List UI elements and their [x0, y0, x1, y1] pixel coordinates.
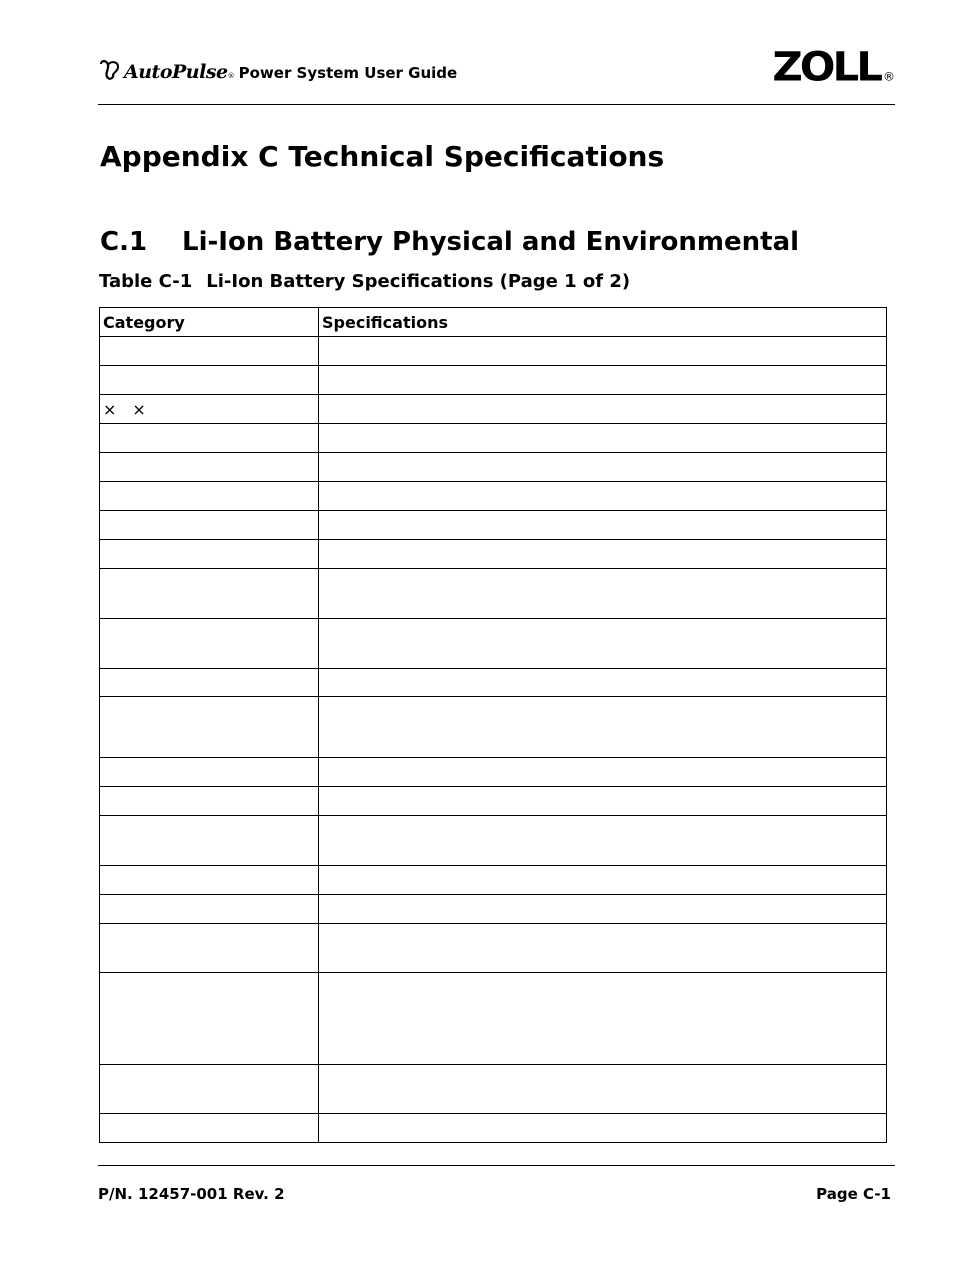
table-row: [100, 895, 887, 924]
table-row: [100, 453, 887, 482]
column-header-category: Category: [100, 308, 319, 337]
guide-title: Power System User Guide: [238, 64, 458, 82]
dimensions-cell: [100, 395, 319, 424]
section-heading: [100, 227, 799, 257]
brand-registered-mark: ®: [227, 72, 235, 80]
table-row: [100, 482, 887, 511]
zoll-logo-text: ZOLL: [772, 43, 880, 90]
table-row: [100, 758, 887, 787]
table-row: [100, 866, 887, 895]
table-title: Li-Ion Battery Specifications (Page 1 of 2): [206, 271, 631, 292]
table-row: [100, 1065, 887, 1114]
header-divider: [98, 104, 895, 105]
table-header-row: [100, 308, 887, 337]
zoll-logo: [772, 43, 895, 90]
table-row: [100, 424, 887, 453]
brand-name: AutoPulse: [124, 61, 228, 83]
zoll-registered-mark: ®: [883, 69, 895, 84]
table-caption: [99, 271, 630, 292]
table-row: [100, 816, 887, 866]
footer-divider: [98, 1165, 895, 1166]
page-number: Page C-1: [816, 1185, 891, 1203]
table-row: [100, 337, 887, 366]
table-row: [100, 569, 887, 619]
table-row: [100, 787, 887, 816]
table-row: [100, 1114, 887, 1143]
section-number: C.1: [100, 227, 148, 257]
table-label: Table C-1: [99, 271, 193, 292]
times-symbol: ×: [103, 399, 117, 419]
autopulse-logo-icon: [98, 58, 122, 82]
table-row: [100, 366, 887, 395]
table-row: [100, 697, 887, 758]
table-row: [100, 669, 887, 697]
table-row: [100, 619, 887, 669]
section-title: Li-Ion Battery Physical and Environmental: [182, 227, 800, 257]
page-header: [98, 44, 895, 104]
table-row: [100, 973, 887, 1065]
part-number: P/N. 12457-001 Rev. 2: [98, 1185, 285, 1203]
column-header-specifications: Specifications: [319, 308, 887, 337]
table-row: [100, 395, 887, 424]
table-row: [100, 924, 887, 973]
appendix-title: Appendix C Technical Specifications: [100, 140, 665, 173]
brand: [98, 54, 457, 83]
table-row: [100, 540, 887, 569]
spec-table: [99, 307, 887, 1143]
table-row: [100, 511, 887, 540]
times-symbol: ×: [132, 399, 146, 419]
